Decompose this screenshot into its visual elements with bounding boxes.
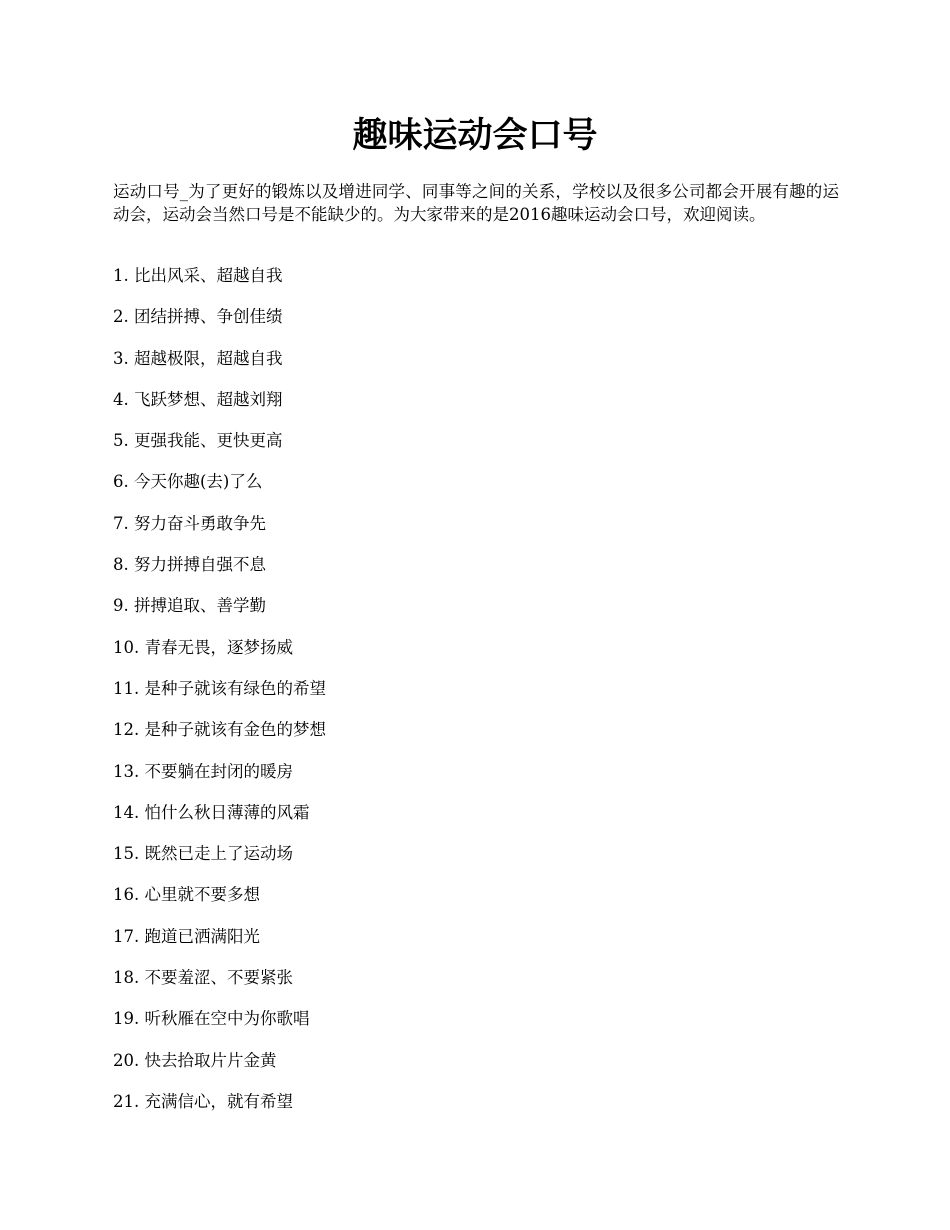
slogan-item: 9. 拼搏追取、善学勤 <box>113 596 266 616</box>
slogan-item: 11. 是种子就该有绿色的希望 <box>113 678 326 698</box>
intro-paragraph: 运动口号_为了更好的锻炼以及增进同学、同事等之间的关系，学校以及很多公司都会开展有趣的运动会，运动会当然口号是不能缺少的。为大家带来的是2016趣味运动会口号，欢迎阅读。 <box>113 182 839 224</box>
slogan-item: 18. 不要羞涩、不要紧张 <box>113 968 293 988</box>
slogan-item: 13. 不要躺在封闭的暖房 <box>113 761 293 781</box>
slogan-item: 2. 团结拼搏、争创佳绩 <box>113 307 283 327</box>
slogan-item: 16. 心里就不要多想 <box>113 885 260 905</box>
slogan-item: 12. 是种子就该有金色的梦想 <box>113 720 326 740</box>
slogan-item: 10. 青春无畏，逐梦扬威 <box>113 637 293 657</box>
slogan-item: 5. 更强我能、更快更高 <box>113 431 283 451</box>
slogan-item: 1. 比出风采、超越自我 <box>113 266 283 285</box>
slogan-item: 3. 超越极限，超越自我 <box>113 348 283 368</box>
slogan-item: 15. 既然已走上了运动场 <box>113 844 293 864</box>
slogan-list <box>113 264 839 1131</box>
slogan-item: 20. 快去拾取片片金黄 <box>113 1050 277 1070</box>
slogan-item: 4. 飞跃梦想、超越刘翔 <box>113 389 283 409</box>
slogan-item: 19. 听秋雁在空中为你歌唱 <box>113 1009 310 1029</box>
document-title: 趣味运动会口号 <box>352 115 598 156</box>
slogan-item: 8. 努力拼搏自强不息 <box>113 555 266 575</box>
slogan-item: 6. 今天你趣(去)了么 <box>113 472 263 492</box>
slogan-item: 21. 充满信心，就有希望 <box>113 1091 293 1111</box>
slogan-item: 14. 怕什么秋日薄薄的风霜 <box>113 802 310 822</box>
slogan-item: 7. 努力奋斗勇敢争先 <box>113 513 266 533</box>
slogan-item: 17. 跑道已洒满阳光 <box>113 926 260 946</box>
